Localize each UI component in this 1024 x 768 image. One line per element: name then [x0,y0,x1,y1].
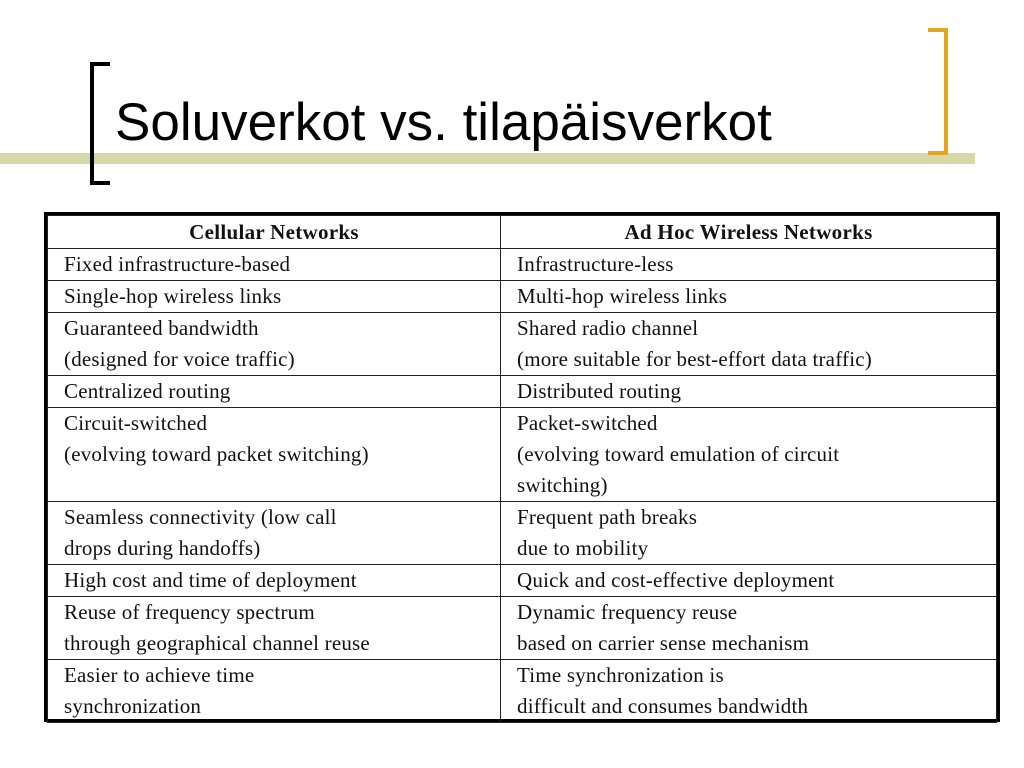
table-row [48,249,997,281]
cell-adhoc [501,660,997,723]
cell-text-line: based on carrier sense mechanism [517,631,810,655]
comparison-table [47,215,997,723]
cell-text-line: Centralized routing [64,379,231,403]
cell-text-line: Fixed infrastructure-based [64,252,291,276]
table-row [48,565,997,597]
cell-text-line: synchronization [64,694,202,718]
cell-text-line: Shared radio channel [517,316,699,340]
cell-text-line: drops during handoffs) [64,536,261,560]
table-row [48,281,997,313]
cell-text-line: (evolving toward emulation of circuit [517,442,840,466]
cell-cellular [48,565,501,597]
table-row [48,597,997,660]
cell-adhoc [501,408,997,502]
cell-text-line: Single-hop wireless links [64,284,282,308]
cell-adhoc [501,565,997,597]
cell-cellular [48,376,501,408]
cell-text-line: Frequent path breaks [517,505,698,529]
left-bracket-decoration [90,62,110,185]
cell-adhoc [501,376,997,408]
cell-cellular [48,660,501,723]
cell-text-line: Multi-hop wireless links [517,284,728,308]
cell-text-line: difficult and consumes bandwidth [517,694,809,718]
cell-cellular [48,249,501,281]
cell-text-line: Time synchronization is [517,663,724,687]
cell-text-line: Distributed routing [517,379,682,403]
table-row [48,376,997,408]
right-bracket-decoration [928,28,948,155]
cell-text-line: (more suitable for best-effort data traffic) [517,347,872,371]
cell-cellular [48,597,501,660]
header-adhoc: Ad Hoc Wireless Networks [501,216,997,249]
cell-text-line: Easier to achieve time [64,663,255,687]
cell-text-line: Seamless connectivity (low call [64,505,337,529]
title-accent-band [0,153,975,164]
table-row [48,408,997,502]
comparison-table-image [44,212,1000,722]
table-body [48,249,997,723]
cell-adhoc [501,281,997,313]
cell-text-line: switching) [517,473,608,497]
header-cellular: Cellular Networks [48,216,501,249]
cell-text-line: Guaranteed bandwidth [64,316,259,340]
cell-text-line: Infrastructure-less [517,252,674,276]
cell-cellular [48,408,501,502]
cell-adhoc [501,313,997,376]
slide-title: Soluverkot vs. tilapäisverkot [115,93,772,152]
cell-text-line: through geographical channel reuse [64,631,370,655]
cell-text-line: Reuse of frequency spectrum [64,600,315,624]
cell-cellular [48,313,501,376]
table-row [48,660,997,723]
cell-cellular [48,281,501,313]
cell-cellular [48,502,501,565]
cell-adhoc [501,249,997,281]
cell-text-line: Packet-switched [517,411,658,435]
table-row [48,313,997,376]
cell-text-line: High cost and time of deployment [64,568,357,592]
table-header-row [48,216,997,249]
cell-text-line: (evolving toward packet switching) [64,442,369,466]
cell-adhoc [501,502,997,565]
cell-text-line: due to mobility [517,536,649,560]
cell-text-line: Quick and cost-effective deployment [517,568,835,592]
cell-text-line: Circuit-switched [64,411,208,435]
cell-text-line: (designed for voice traffic) [64,347,295,371]
cell-adhoc [501,597,997,660]
table-row [48,502,997,565]
cell-text-line: Dynamic frequency reuse [517,600,738,624]
